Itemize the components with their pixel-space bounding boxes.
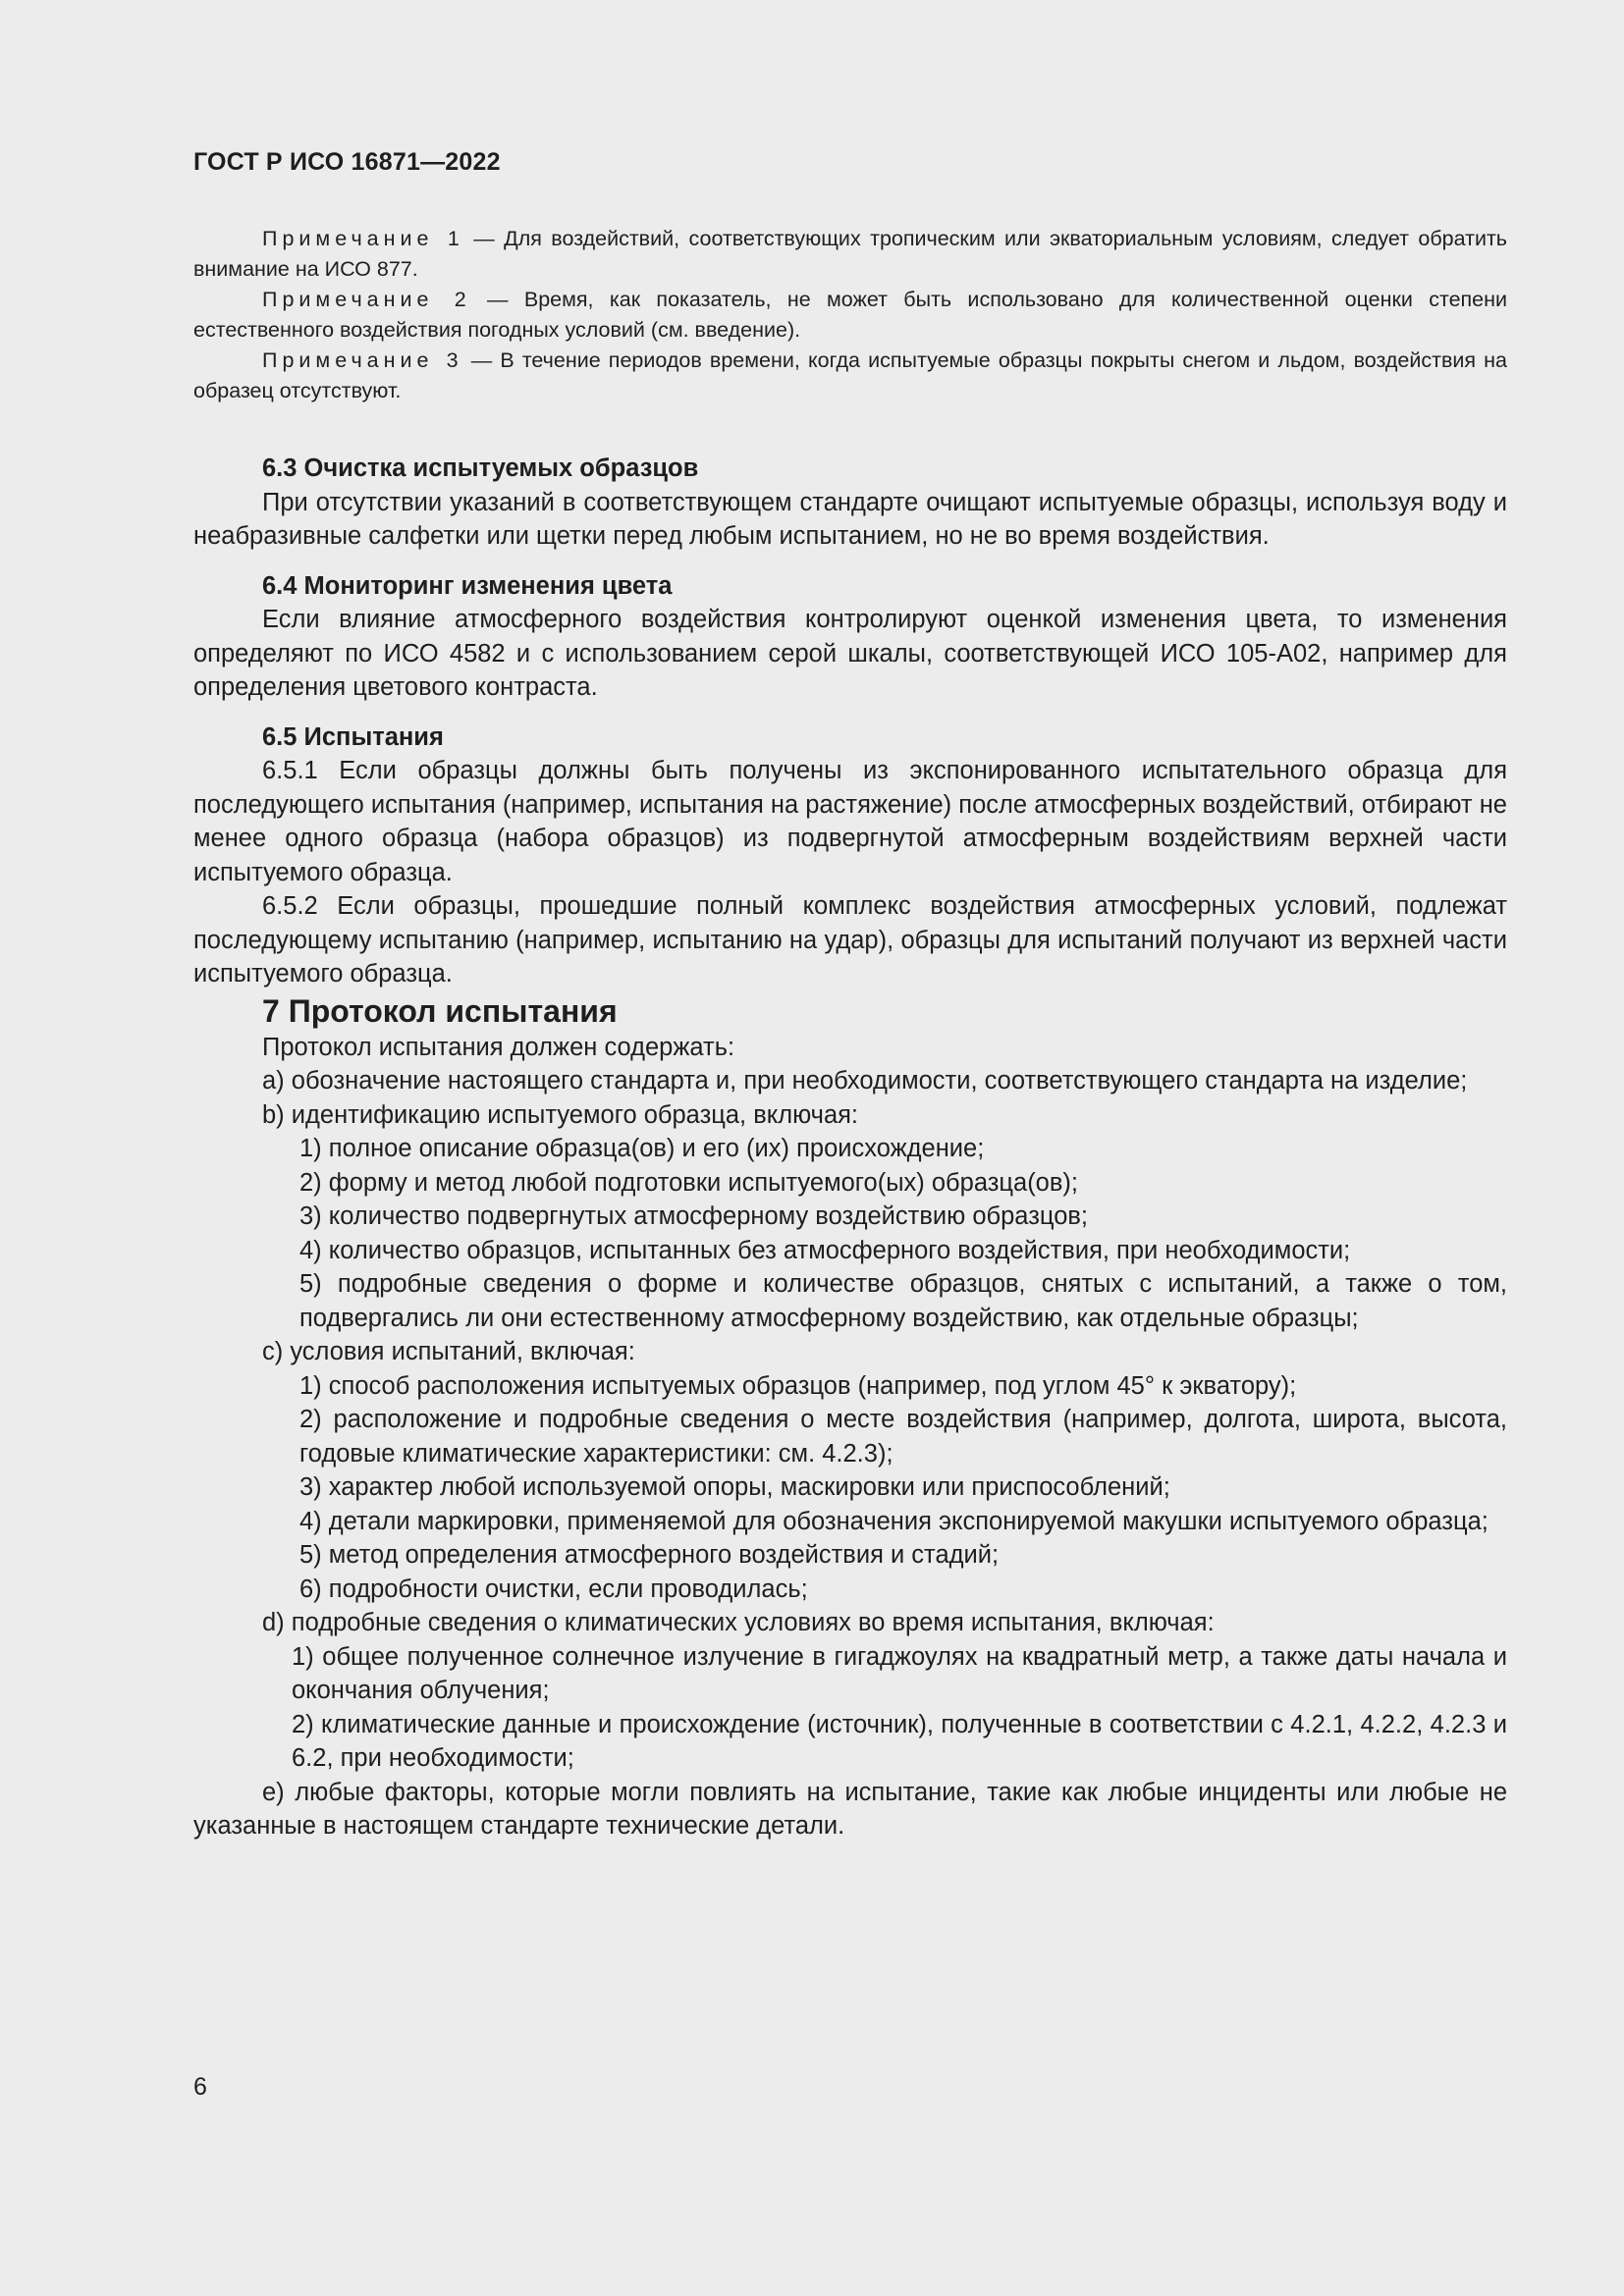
note-2 xyxy=(193,285,1507,346)
notes-block xyxy=(193,224,1507,406)
note-3 xyxy=(193,346,1507,406)
section-heading-6-4: 6.4 Мониторинг изменения цвета xyxy=(262,571,673,600)
list-item-d: d) подробные сведения о климатических условиях во время испытания, включая: xyxy=(262,1609,1215,1636)
section-heading-6-5: 6.5 Испытания xyxy=(262,722,444,751)
list-item-c: c) условия испытаний, включая: xyxy=(262,1338,635,1365)
list-item-b: b) идентификацию испытуемого образца, включая: xyxy=(262,1100,859,1129)
list-subitem: 3) количество подвергнутых атмосферному воздействию образцов; xyxy=(299,1202,1089,1230)
note-label: Примечание 3 xyxy=(262,348,463,372)
list-subitem: 6) подробности очистки, если проводилась; xyxy=(299,1575,808,1603)
note-text: — В течение периодов времени, когда испытуемые образцы покрыты снегом и льдом, воздействия на образец отсутствуют. xyxy=(193,348,1508,402)
list-subitem: 2) климатические данные и происхождение (источник), полученные в соответствии с 4.2.1, 4.2.2, 4.2.3 и 6.2, при необходимости; xyxy=(292,1710,1507,1772)
note-label: Примечание 1 xyxy=(262,227,464,250)
list-subitem: 1) общее полученное солнечное излучение в гигаджоулях на квадратный метр, а также даты начала и окончания облучения; xyxy=(292,1642,1507,1704)
list-subitem: 2) расположение и подробные сведения о месте воздействия (например, долгота, широта, высота, годовые климатические характеристики: см. 4.2.3); xyxy=(299,1406,1507,1468)
list-subitem: 1) способ расположения испытуемых образцов (например, под углом 45° к экватору); xyxy=(299,1371,1297,1400)
section-heading-7: 7 Протокол испытания xyxy=(262,992,618,1029)
section-text-6-4: Если влияние атмосферного воздействия контролируют оценкой изменения цвета, то изменения определяют по ИСО 4582 и с использованием серой шкалы, соответствующей ИСО 105-А02, например для определения цветового контраста. xyxy=(193,606,1507,701)
paragraph-6-5-2: 6.5.2 Если образцы, прошедшие полный комплекс воздействия атмосферных условий, подлежат последующему испытанию (например, испытанию на удар), образцы для испытаний получают из верхней части испытуемого образца. xyxy=(193,892,1507,988)
section-text-6-3: При отсутствии указаний в соответствующем стандарте очищают испытуемые образцы, используя воду и неабразивные салфетки или щетки перед любым испытанием, но не во время воздействия. xyxy=(193,488,1507,550)
note-1 xyxy=(193,224,1507,285)
list-subitem: 4) количество образцов, испытанных без атмосферного воздействия, при необходимости; xyxy=(299,1236,1351,1264)
list-subitem: 4) детали маркировки, применяемой для обозначения экспонируемой макушки испытуемого образца; xyxy=(299,1507,1489,1535)
list-subitem: 5) подробные сведения о форме и количестве образцов, снятых с испытаний, а также о том, подвергались ли они естественному атмосферному воздействию, как отдельные образцы; xyxy=(299,1270,1507,1332)
document-header: ГОСТ Р ИСО 16871—2022 xyxy=(193,148,501,176)
list-subitem: 2) форму и метод любой подготовки испытуемого(ых) образца(ов); xyxy=(299,1168,1078,1197)
list-item-a: a) обозначение настоящего стандарта и, при необходимости, соответствующего стандарта на изделие; xyxy=(262,1067,1468,1095)
note-text: — Время, как показатель, не может быть использовано для количественной оценки степени естественного воздействия погодных условий (см. введение). xyxy=(193,288,1508,342)
section-heading-6-3: 6.3 Очистка испытуемых образцов xyxy=(262,454,699,482)
list-item-e: e) любые факторы, которые могли повлиять на испытание, такие как любые инциденты или любые не указанные в настоящем стандарте технические детали. xyxy=(193,1778,1507,1840)
note-label: Примечание 2 xyxy=(262,288,471,311)
paragraph-6-5-1: 6.5.1 Если образцы должны быть получены из экспонированного испытательного образца для последующего испытания (например, испытания на растяжение) после атмосферных воздействий, отбирают не менее одного образца (набора образцов) из подвергнутой атмосферным воздействиям верхней части испытуемого образца. xyxy=(193,757,1507,886)
list-subitem: 5) метод определения атмосферного воздействия и стадий; xyxy=(299,1541,1000,1569)
section-7-intro: Протокол испытания должен содержать: xyxy=(262,1033,735,1061)
page-number: 6 xyxy=(193,2073,207,2101)
list-subitem: 3) характер любой используемой опоры, маскировки или приспособлений; xyxy=(299,1473,1170,1501)
list-subitem: 1) полное описание образца(ов) и его (их) происхождение; xyxy=(299,1135,985,1162)
document-body xyxy=(193,452,1507,1843)
note-text: — Для воздействий, соответствующих тропическим или экваториальным условиям, следует обратить внимание на ИСО 877. xyxy=(193,227,1507,281)
